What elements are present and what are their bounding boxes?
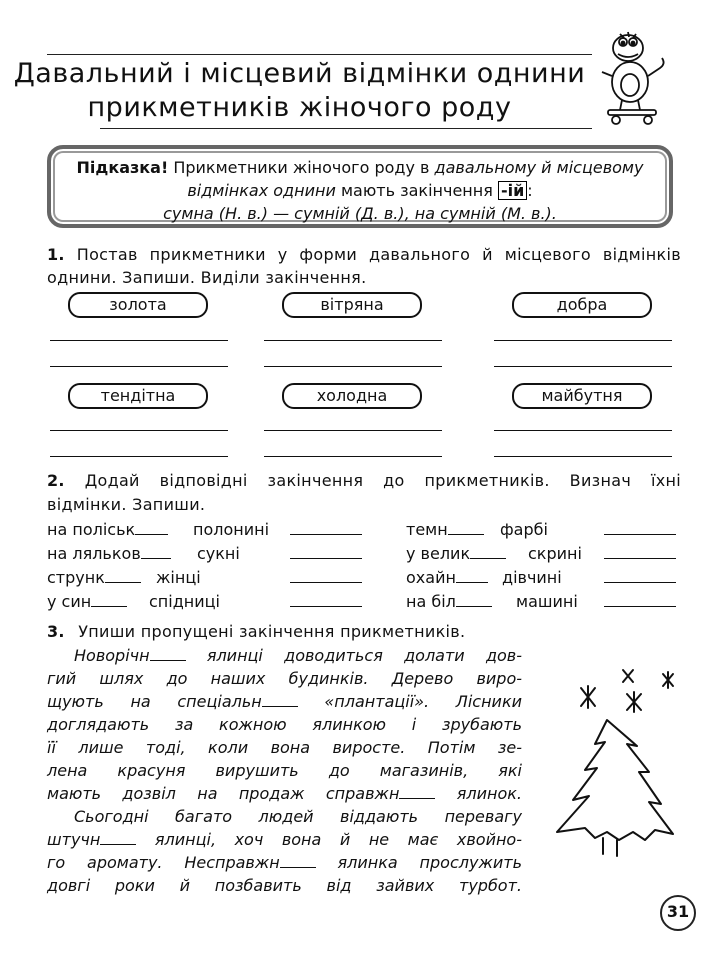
task3-number: 3. xyxy=(47,622,65,641)
hint-label: Підказка! xyxy=(76,158,169,177)
task2-right-row xyxy=(406,592,492,611)
ending-blank[interactable] xyxy=(456,569,488,583)
adjective-stem: струнк xyxy=(47,568,105,587)
task3-text-line: Сьогодні багато людей віддають перевагу xyxy=(74,807,522,826)
answer-line[interactable] xyxy=(50,340,228,341)
task3-text-line: довгі роки й позбавить від зайвих турбот. xyxy=(47,876,522,895)
noun: сукні xyxy=(197,544,240,563)
text-fragment: ялинці доводиться долати дов- xyxy=(185,646,522,665)
text-fragment: ялинок. xyxy=(435,784,522,803)
task3-text-line xyxy=(47,853,522,872)
task2-instruction-1: Додай відповідні закінчення до прикметників. Визнач їхні xyxy=(84,471,681,490)
ending-blank[interactable] xyxy=(105,569,141,583)
task3-text-line xyxy=(47,692,522,711)
dinosaur-mascot-illustration xyxy=(598,28,670,128)
adjective-stem: охайн xyxy=(406,568,456,587)
word-pill-maibutnia: майбутня xyxy=(512,383,652,409)
text-fragment: штучн xyxy=(47,830,101,849)
case-answer-line[interactable] xyxy=(290,558,362,559)
task2-right-row xyxy=(406,568,488,587)
noun: скрині xyxy=(528,544,582,563)
hint-example: сумна (Н. в.) — сумній (Д. в.), на сумній (М. в.). xyxy=(163,204,557,223)
answer-line[interactable] xyxy=(264,340,442,341)
answer-line[interactable] xyxy=(50,456,228,457)
hint-line-3 xyxy=(51,204,669,223)
adjective-stem: у син xyxy=(47,592,92,611)
task3-text-line: лена красуня вирушить до магазинів, які xyxy=(47,761,522,780)
adjective-stem: темн xyxy=(406,520,448,539)
title-rule-bottom xyxy=(100,128,592,129)
task3-text-line xyxy=(47,784,522,803)
task2-right-row xyxy=(406,520,484,539)
text-fragment: ялинка прослужить xyxy=(315,853,523,872)
page-title-line1: Давальний і місцевий відмінки однини xyxy=(13,58,586,89)
noun: машині xyxy=(516,592,578,611)
hint-ending-box: -ій xyxy=(498,181,527,200)
case-answer-line[interactable] xyxy=(604,534,676,535)
text-fragment: щують на спеціальн xyxy=(47,692,262,711)
hint-colon: : xyxy=(527,181,533,200)
task1-number: 1. xyxy=(47,245,65,264)
answer-line[interactable] xyxy=(494,340,672,341)
hint-line-1 xyxy=(51,158,669,177)
noun: жінці xyxy=(156,568,201,587)
ending-blank[interactable] xyxy=(399,785,435,799)
task3-text-line xyxy=(47,646,522,665)
page-title-line2: прикметників жіночого роду xyxy=(87,92,512,123)
case-answer-line[interactable] xyxy=(290,582,362,583)
case-answer-line[interactable] xyxy=(290,534,362,535)
noun: фарбі xyxy=(500,520,548,539)
ending-blank[interactable] xyxy=(141,545,171,559)
word-pill-zolota: золота xyxy=(68,292,208,318)
task1-line1 xyxy=(47,245,681,264)
case-answer-line[interactable] xyxy=(604,558,676,559)
noun: спідниці xyxy=(149,592,220,611)
task2-number: 2. xyxy=(47,471,65,490)
adjective-stem: на біл xyxy=(406,592,456,611)
title-rule-top xyxy=(47,54,592,55)
task3-text-line: гий шлях до наших будинків. Дерево виро- xyxy=(47,669,522,688)
ending-blank[interactable] xyxy=(262,693,298,707)
answer-line[interactable] xyxy=(50,366,228,367)
ending-blank[interactable] xyxy=(280,854,316,868)
word-pill-dobra: добра xyxy=(512,292,652,318)
task3-text-line: доглядають за кожною ялинкою і зрубають xyxy=(47,715,522,734)
task1-line2: однини. Запиши. Виділи закінчення. xyxy=(47,268,367,287)
case-answer-line[interactable] xyxy=(604,582,676,583)
task2-left-row xyxy=(47,520,168,539)
task2-left-row xyxy=(47,568,141,587)
adjective-stem: на поліськ xyxy=(47,520,136,539)
task2-line2: відмінки. Запиши. xyxy=(47,495,206,514)
noun: полонині xyxy=(193,520,270,539)
task2-right-row xyxy=(406,544,506,563)
ending-blank[interactable] xyxy=(470,545,506,559)
ending-blank[interactable] xyxy=(456,593,492,607)
ending-blank[interactable] xyxy=(150,647,186,661)
answer-line[interactable] xyxy=(494,366,672,367)
answer-line[interactable] xyxy=(494,430,672,431)
case-answer-line[interactable] xyxy=(604,606,676,607)
answer-line[interactable] xyxy=(264,456,442,457)
answer-line[interactable] xyxy=(264,366,442,367)
word-pill-kholodna: холодна xyxy=(282,383,422,409)
task3-text-line: її лише тоді, коли вона виросте. Потім зе- xyxy=(47,738,522,757)
text-fragment: го аромату. Несправжн xyxy=(47,853,280,872)
case-answer-line[interactable] xyxy=(290,606,362,607)
answer-line[interactable] xyxy=(264,430,442,431)
word-pill-tenditna: тендітна xyxy=(68,383,208,409)
task3-text-line xyxy=(47,830,522,849)
text-fragment: ялинці, хоч вона й не має хвойно- xyxy=(136,830,522,849)
hint-box xyxy=(47,145,673,228)
ending-blank[interactable] xyxy=(100,831,136,845)
task3-heading: Упиши пропущені закінчення прикметників. xyxy=(78,622,466,641)
answer-line[interactable] xyxy=(494,456,672,457)
hint-italic-1: давальному й місцевому xyxy=(434,158,644,177)
task2-line1 xyxy=(47,471,681,490)
word-pill-vitriana: вітряна xyxy=(282,292,422,318)
adjective-stem: у велик xyxy=(406,544,471,563)
text-fragment: мають дозвіл на продаж справжн xyxy=(47,784,400,803)
hint-text-1: Прикметники жіночого роду в xyxy=(173,158,430,177)
task3-heading-line xyxy=(47,622,465,641)
hint-italic-2: відмінках однини xyxy=(187,181,336,200)
task1-instruction-1: Постав прикметники у форми давального й місцевого відмінків xyxy=(76,245,681,264)
text-fragment: Новорічн xyxy=(74,646,150,665)
christmas-tree-illustration xyxy=(545,662,695,862)
ending-blank[interactable] xyxy=(448,521,484,535)
ending-blank[interactable] xyxy=(91,593,127,607)
page-number: 31 xyxy=(660,895,696,931)
answer-line[interactable] xyxy=(50,430,228,431)
hint-line-2 xyxy=(51,181,669,200)
ending-blank[interactable] xyxy=(135,521,168,535)
adjective-stem: на ляльков xyxy=(47,544,141,563)
text-fragment: «плантації». Лісники xyxy=(297,692,522,711)
noun: дівчині xyxy=(502,568,562,587)
task2-left-row xyxy=(47,544,171,563)
hint-text-2: мають закінчення xyxy=(340,181,493,200)
task2-left-row xyxy=(47,592,127,611)
